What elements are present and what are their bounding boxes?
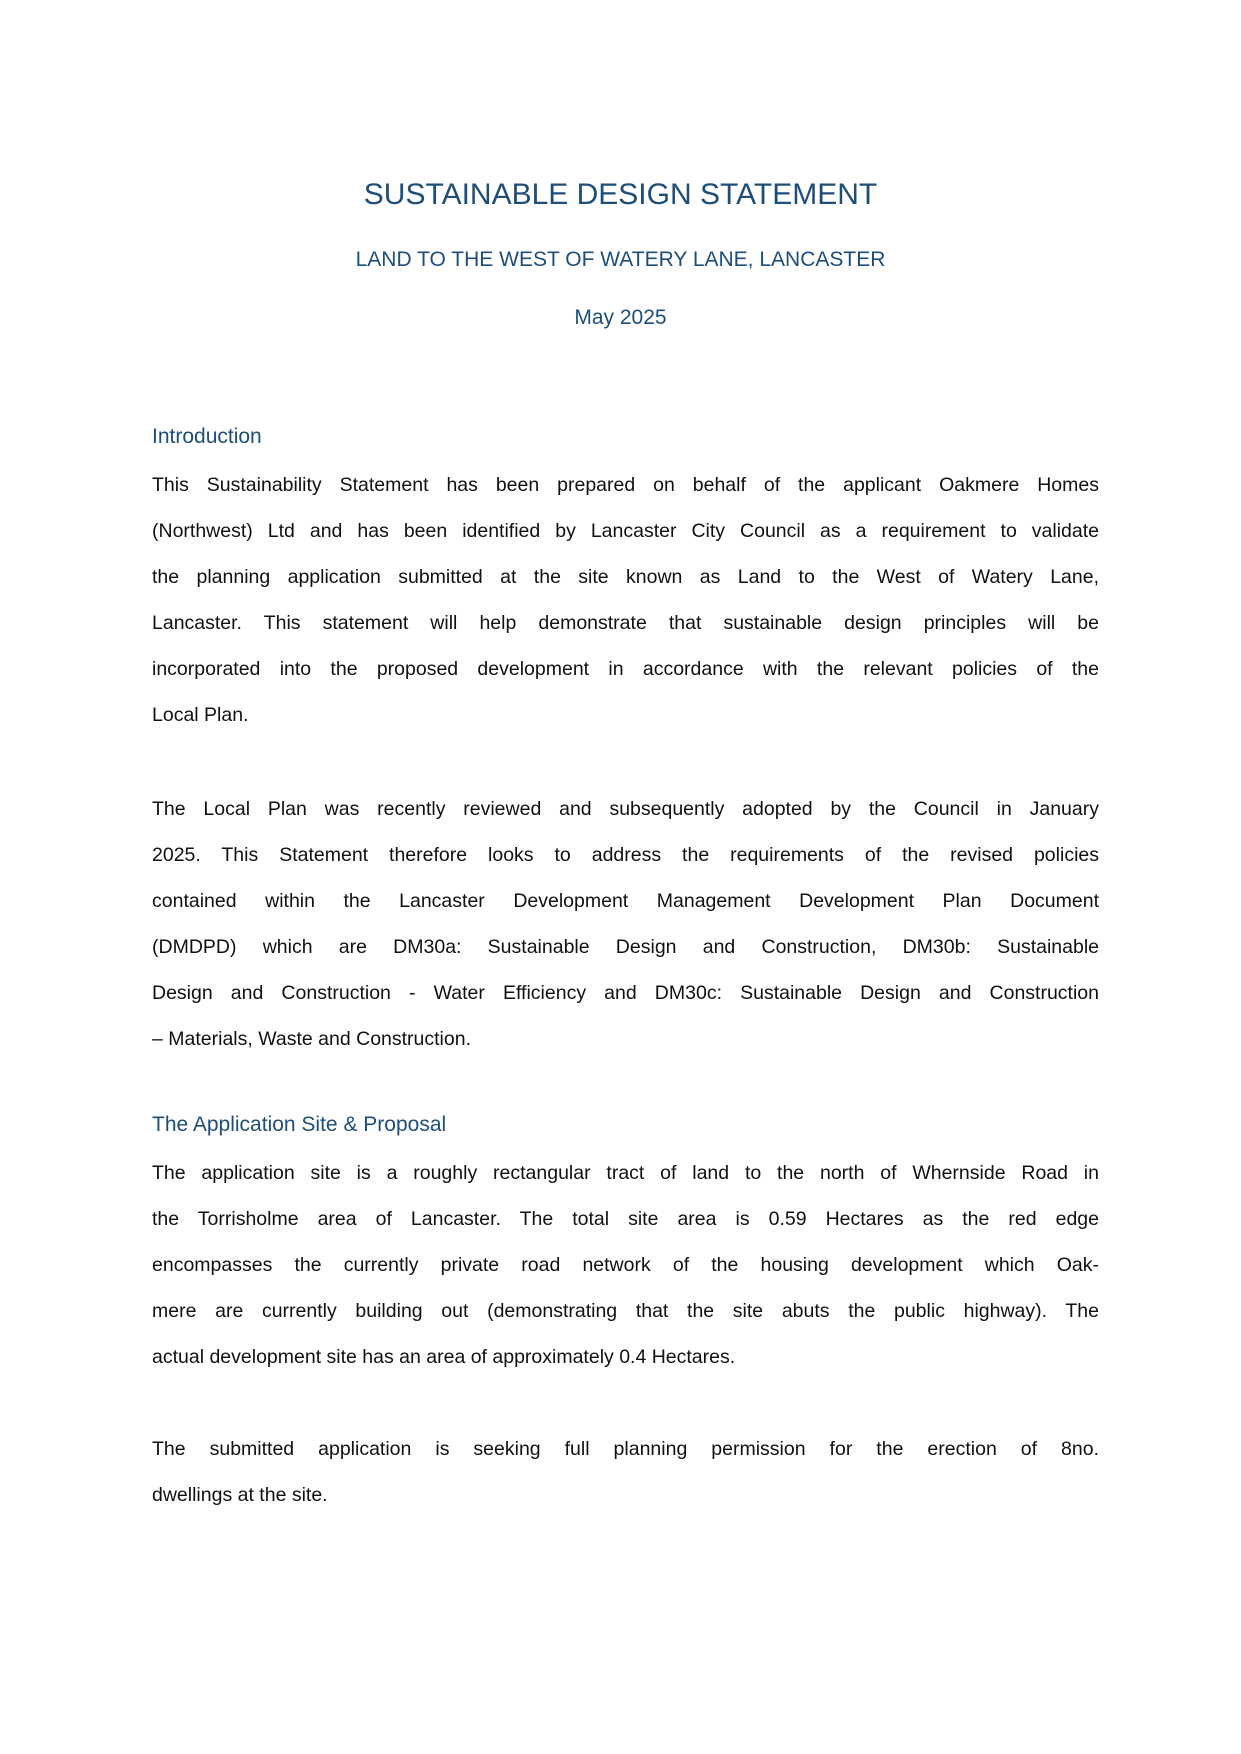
section-heading-introduction: Introduction bbox=[152, 425, 262, 448]
paragraph-line: – Materials, Waste and Construction. bbox=[152, 1028, 471, 1050]
paragraph-line: Design and Construction - Water Efficiency and DM30c: Sustainable Design and Construction bbox=[152, 982, 1099, 1004]
paragraph-line: encompasses the currently private road network of the housing development which Oak- bbox=[152, 1254, 1099, 1276]
paragraph-site-2 bbox=[152, 1426, 1099, 1518]
document-subtitle: LAND TO THE WEST OF WATERY LANE, LANCASTER bbox=[355, 248, 886, 271]
paragraph-line: (Northwest) Ltd and has been identified by Lancaster City Council as a requirement to validate bbox=[152, 520, 1099, 542]
paragraph-line: Local Plan. bbox=[152, 704, 249, 726]
paragraph-line: The submitted application is seeking full planning permission for the erection of 8no. bbox=[152, 1438, 1099, 1460]
paragraph-intro-2 bbox=[152, 786, 1099, 1062]
document-title: SUSTAINABLE DESIGN STATEMENT bbox=[363, 178, 878, 211]
paragraph-line: contained within the Lancaster Development Management Development Plan Document bbox=[152, 890, 1099, 912]
paragraph-line: The application site is a roughly rectangular tract of land to the north of Whernside Road in bbox=[152, 1162, 1099, 1184]
paragraph-line: Lancaster. This statement will help demonstrate that sustainable design principles will be bbox=[152, 612, 1099, 634]
paragraph-line: (DMDPD) which are DM30a: Sustainable Design and Construction, DM30b: Sustainable bbox=[152, 936, 1099, 958]
document-date: May 2025 bbox=[574, 306, 667, 329]
paragraph-site-1 bbox=[152, 1150, 1099, 1380]
paragraph-line: The Local Plan was recently reviewed and subsequently adopted by the Council in January bbox=[152, 798, 1099, 820]
section-heading-application-site: The Application Site & Proposal bbox=[152, 1113, 447, 1136]
paragraph-line: actual development site has an area of approximately 0.4 Hectares. bbox=[152, 1346, 736, 1368]
paragraph-line: incorporated into the proposed development in accordance with the relevant policies of the bbox=[152, 658, 1099, 680]
paragraph-line: dwellings at the site. bbox=[152, 1484, 328, 1506]
paragraph-line: 2025. This Statement therefore looks to address the requirements of the revised policies bbox=[152, 844, 1099, 866]
paragraph-line: This Sustainability Statement has been prepared on behalf of the applicant Oakmere Homes bbox=[152, 474, 1099, 496]
paragraph-intro-1 bbox=[152, 462, 1099, 738]
paragraph-line: mere are currently building out (demonstrating that the site abuts the public highway). The bbox=[152, 1300, 1099, 1322]
paragraph-line: the planning application submitted at the site known as Land to the West of Watery Lane, bbox=[152, 566, 1099, 588]
paragraph-line: the Torrisholme area of Lancaster. The total site area is 0.59 Hectares as the red edge bbox=[152, 1208, 1099, 1230]
